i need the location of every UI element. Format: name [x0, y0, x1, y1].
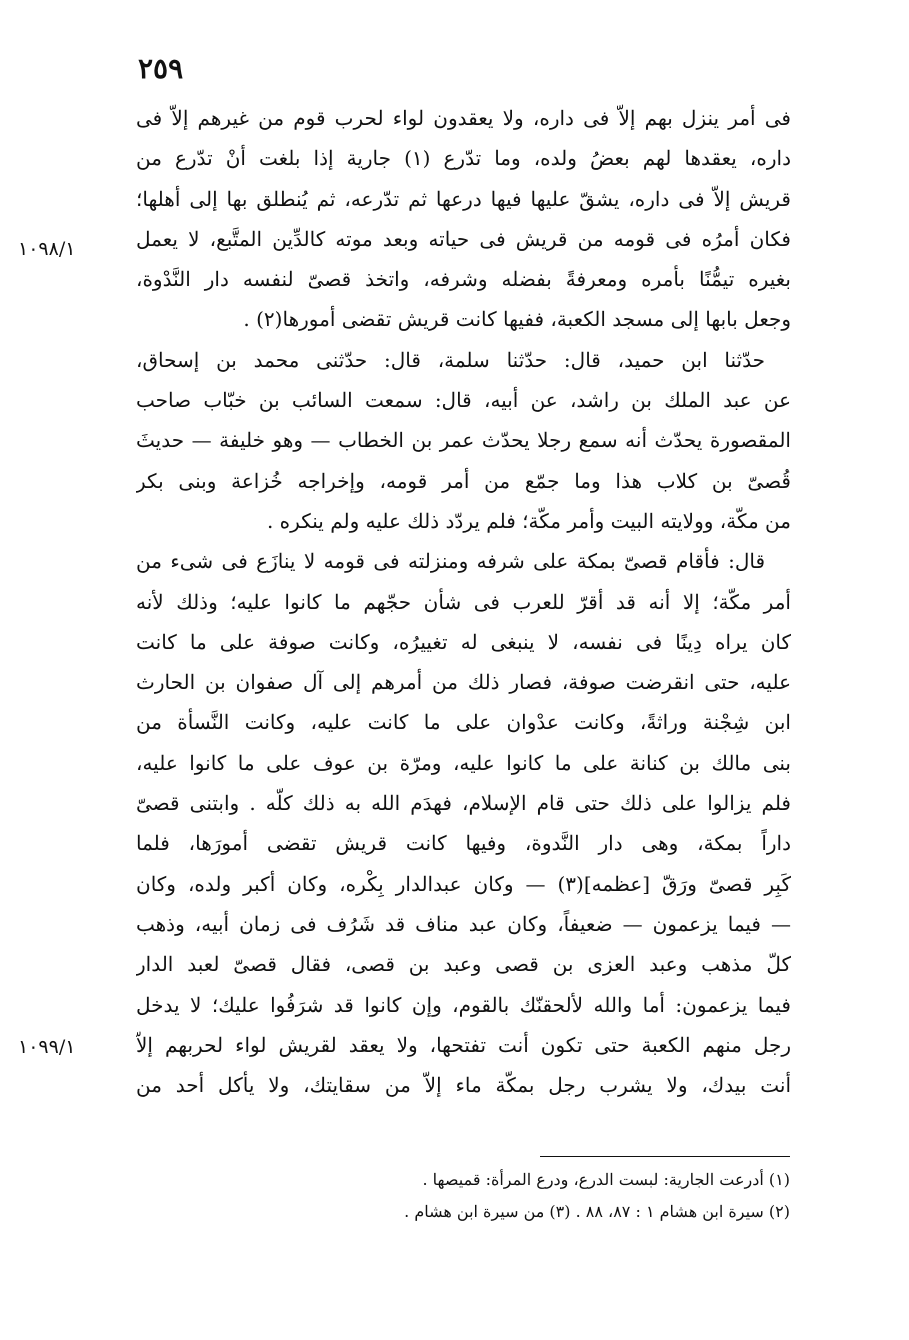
text-line: حدّثنا ابن حميد، قال: حدّثنا سلمة، قال: حدّثنى محمد بن إسحاق،: [136, 347, 765, 372]
text-line: أنت بيدك، ولا يشرب رجل بمكّة ماء إلاّ من سقايتك، ولا يأكل أحد من: [136, 1073, 791, 1098]
text-line: ابن شِجْنة وراثةً، وكانت عدْوان على ما كانت عليه، وكانت النَّسأة من: [136, 710, 791, 735]
footnote-separator: [540, 1156, 790, 1157]
text-line: — فيما يزعمون — ضعيفاً، وكان عبد مناف قد شَرُف فى زمان أبيه، وذهب: [136, 911, 791, 936]
margin-reference-2: ١٠٩٩/١: [18, 1036, 76, 1058]
text-line: داراً بمكة، وهى دار النَّدوة، وفيها كانت قريش تقضى أمورَها، فلما: [136, 831, 791, 856]
margin-reference-1: ١٠٩٨/١: [18, 238, 76, 260]
text-line: فلم يزالوا على ذلك حتى قام الإسلام، فهدَم الله به ذلك كلّه . وابتنى قصىّ: [136, 791, 791, 816]
text-line: فكان أمرُه فى قومه من قريش فى حياته وبعد موته كالدِّين المتَّبع، لا يعمل: [136, 226, 791, 251]
text-line: قريش إلاّ فى داره، يشقّ عليها فيها درعها ثم تدّرعه، ثم يُنطلق بها إلى أهلها؛: [136, 186, 791, 211]
page-number: ٢٥٩: [138, 52, 184, 85]
text-line: داره، يعقدها لهم بعضُ ولده، وما تدّرع (١) جارية إذا بلغت أنْ تدّرع من: [136, 146, 791, 171]
text-line: المقصورة يحدّث أنه سمع رجلا يحدّث عمر بن الخطاب — وهو خليفة — حديثَ: [136, 428, 791, 453]
text-line: عليه، حتى انقرضت صوفة، فصار ذلك من أمرهم إلى آل صفوان بن الحارث: [136, 670, 791, 695]
footnote: (١) أدرعت الجارية: لبست الدرع، ودرع المرأة: قميصها .: [422, 1170, 790, 1189]
text-line: بنى مالك بن كنانة على ما كانوا عليه، ومرّة بن عوف على ما كانوا عليه،: [136, 750, 791, 775]
footnotes: [240, 1164, 790, 1228]
text-line: من مكّة، وولايته البيت وأمر مكّة؛ فلم يردّد ذلك عليه ولم ينكره .: [266, 508, 791, 533]
main-text: [136, 98, 791, 1105]
text-line: كلّ مذهب وعبد العزى بن قصى وعبد بن قصى، فقال قصىّ لعبد الدار: [136, 952, 791, 977]
text-line: وجعل بابها إلى مسجد الكعبة، ففيها كانت قريش تقضى أمورها(٢) .: [243, 307, 791, 332]
text-line: رجل منهم الكعبة حتى تكون أنت تفتحها، ولا يعقد لقريش لواء لحربهم إلاّ: [136, 1032, 791, 1057]
text-line: قُصىّ بن كلاب هذا وما جمّع من أمر قومه، وإخراجه خُزاعة وبنى بكر: [136, 468, 791, 493]
text-line: قال: فأقام قصىّ بمكة على شرفه ومنزلته فى قومه لا ينازَع فى شىء من: [136, 549, 765, 574]
text-line: بغيره تيمُّنًا بأمره ومعرفةً بفضله وشرفه، واتخذ قصىّ لنفسه دار النَّدْوة،: [136, 267, 791, 292]
text-line: كَبِر قصىّ ورَقّ [عظمه](٣) — وكان عبدالدار بِكْره، وكان أكبر ولده، وكان: [136, 871, 791, 896]
text-line: فيما يزعمون: أما والله لألحقنّك بالقوم، وإن كانوا قد شرَفُوا عليك؛ لا يدخل: [136, 992, 791, 1017]
text-line: أمر مكّة؛ إلا أنه قد أقرّ للعرب فى شأن حجّهم ما كانوا عليه؛ وذلك لأنه: [136, 589, 791, 614]
text-line: كان يراه دِينًا فى نفسه، لا ينبغى له تغييرُه، وكانت صوفة على ما كانت: [136, 629, 791, 654]
text-line: فى أمر ينزل بهم إلاّ فى داره، ولا يعقدون لواء لحرب قوم من غيرهم إلاّ فى: [136, 106, 791, 130]
footnote: (٢) سيرة ابن هشام ١ : ٨٧، ٨٨ . (٣) من سيرة ابن هشام .: [404, 1202, 790, 1221]
text-line: عن عبد الملك بن راشد، عن أبيه، قال: سمعت السائب بن خبّاب صاحب: [136, 388, 791, 413]
